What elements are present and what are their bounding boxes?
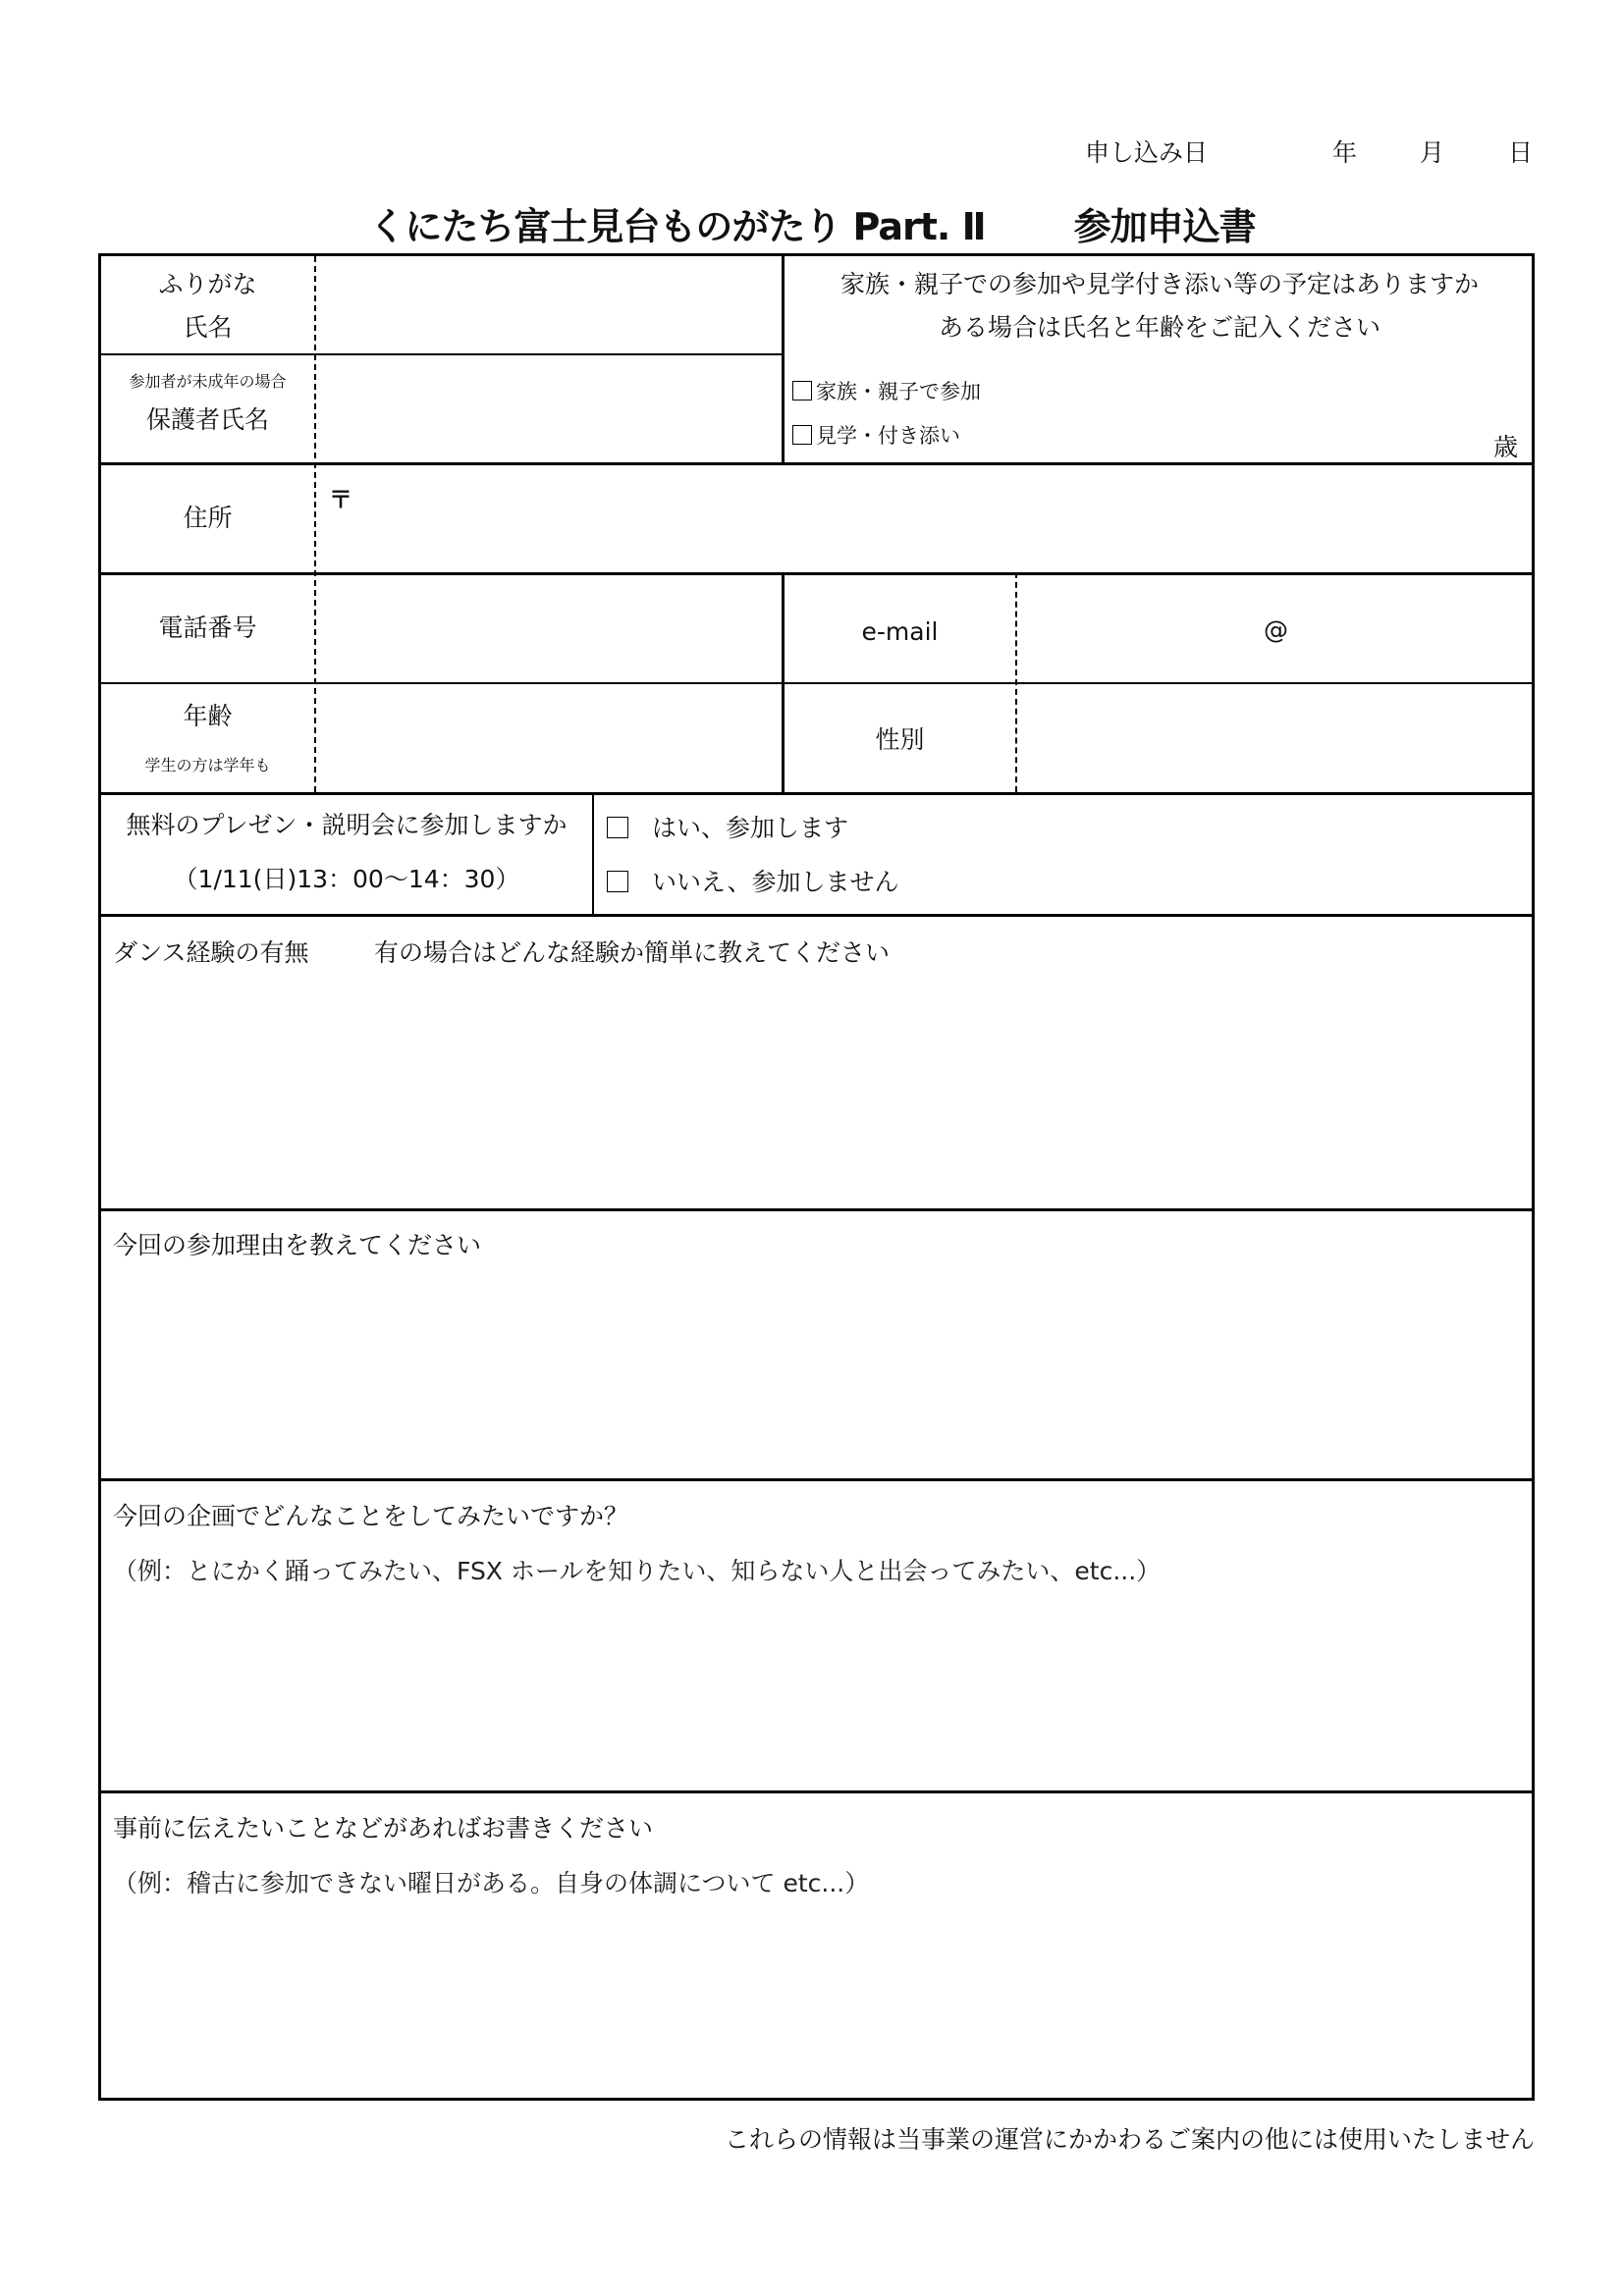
checkbox-icon[interactable] [792,381,812,400]
year-label: 年 [1332,138,1358,167]
application-year-input[interactable] [1218,132,1329,163]
age-label: 年齢 [183,702,233,730]
postal-mark-icon: 〒 [329,486,352,513]
notes-textarea[interactable] [113,1915,1521,2096]
family-option-label: 見学・付き添い [816,424,960,448]
family-option-observe[interactable] [792,420,960,450]
dance-experience-textarea[interactable] [113,978,1521,1202]
column-divider [782,572,785,792]
wish-label: 今回の企画でどんなことをしてみたいですか？ [113,1502,629,1530]
application-date-label: 申し込み日 [1085,138,1209,167]
reason-textarea[interactable] [113,1267,1521,1472]
family-option-participate[interactable] [792,376,981,405]
presentation-question: 無料のプレゼン・説明会に参加しますか [126,811,568,839]
email-domain-input[interactable] [1299,585,1529,675]
family-option-label: 家族・親子で参加 [816,380,981,403]
age-unit-label: 歳 [1493,433,1519,461]
row-divider [101,1478,1535,1481]
dance-experience-prompt: 有の場合はどんな経験か簡単に教えてください [374,938,891,967]
row-divider [101,914,1535,917]
presentation-option-label: いいえ、参加しません [652,868,899,896]
dance-experience-label: ダンス経験の有無 [113,938,309,967]
address-label: 住所 [183,504,233,532]
address-input[interactable] [358,474,1521,564]
furigana-input[interactable] [322,264,778,301]
row-divider [101,353,782,355]
email-label: e-mail [861,617,939,646]
title-main: くにたち富士見台ものがたり Part. Ⅱ [368,205,986,248]
gender-input[interactable] [1024,693,1529,785]
email-at-symbol: @ [1264,615,1288,644]
row-divider [101,462,1535,465]
title-sub: 参加申込書 [1073,205,1256,248]
privacy-note: これらの情報は当事業の運営にかかわるご案内の他には使用いたしません [724,2125,1535,2154]
row-divider [101,1790,1535,1793]
notes-example: （例：稽古に参加できない曜日がある。自身の体調について etc...） [113,1869,870,1897]
page-title [0,196,1624,250]
gender-label: 性別 [875,725,925,754]
family-question-line1: 家族・親子での参加や見学付き添い等の予定はありますか [839,270,1479,298]
application-form-table [98,253,1535,2101]
furigana-label: ふりがな [158,270,257,298]
age-input[interactable] [322,693,778,785]
row-divider [101,682,1535,684]
name-input[interactable] [322,305,778,350]
checkbox-icon[interactable] [607,871,628,892]
presentation-option-yes[interactable] [607,809,848,844]
checkbox-icon[interactable] [607,817,628,838]
row-divider [101,572,1535,575]
guardian-name-label: 保護者氏名 [145,405,269,434]
row-divider [101,792,1535,795]
email-column-divider [1015,572,1017,792]
phone-input[interactable] [322,585,778,675]
presentation-option-label: はい、参加します [652,814,849,842]
row-divider [101,1208,1535,1211]
month-label: 月 [1420,138,1445,167]
wish-textarea[interactable] [113,1601,1521,1787]
presentation-option-no[interactable] [607,863,899,898]
notes-label: 事前に伝えたいことなどがあればお書きください [113,1814,654,1842]
age-note: 学生の方は学年も [144,756,271,774]
presentation-column-divider [592,792,594,914]
reason-label: 今回の参加理由を教えてください [113,1231,482,1259]
label-column-divider [314,256,316,792]
presentation-datetime: （1/11(日)13：00～14：30） [173,865,520,893]
wish-example: （例：とにかく踊ってみたい、FSX ホールを知りたい、知らない人と出会ってみたい、etc...） [113,1557,1162,1585]
phone-label: 電話番号 [158,614,257,642]
checkbox-icon[interactable] [792,425,812,445]
guardian-note: 参加者が未成年の場合 [129,372,287,391]
name-label: 氏名 [183,313,233,342]
day-label: 日 [1508,138,1534,167]
family-question-line2: ある場合は氏名と年齢をご記入ください [938,313,1380,342]
guardian-name-input[interactable] [322,364,778,454]
application-month-input[interactable] [1367,132,1420,163]
family-name-age-input[interactable] [1044,372,1489,453]
application-day-input[interactable] [1453,132,1506,163]
